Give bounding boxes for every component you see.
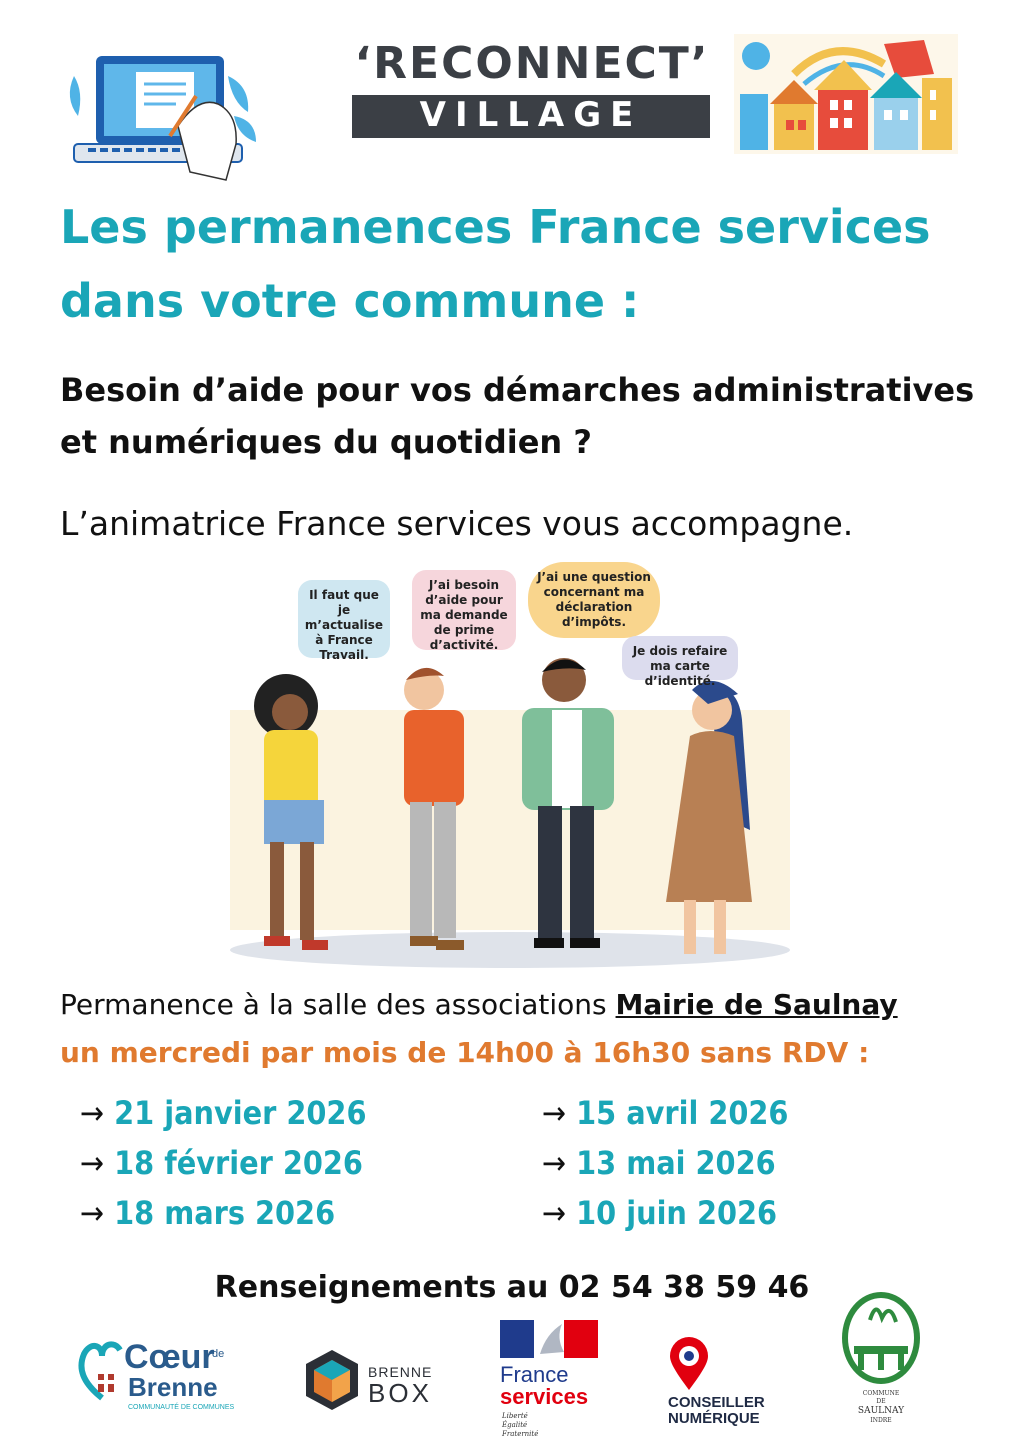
lead-text: L’animatrice France services vous accompagne. <box>60 504 854 543</box>
page-title-line1: Les permanences France services <box>60 200 931 254</box>
logo-france-services <box>500 1320 604 1440</box>
date-item <box>542 1094 788 1132</box>
saulnay-de: DE <box>876 1398 886 1405</box>
arrow-icon: → <box>80 1194 105 1232</box>
location-mairie: Mairie de Saulnay <box>615 988 898 1021</box>
speech-bubble-prime-activite: J’ai besoin d’aide pour ma demande de prime d’activité. <box>412 570 516 650</box>
date-text: 10 juin 2026 <box>576 1194 778 1232</box>
date-text: 18 février 2026 <box>114 1144 363 1182</box>
permanence-location <box>60 988 898 1021</box>
speech-bubble-carte-identite: Je dois refaire ma carte d’identité. <box>622 636 738 680</box>
contact-info: Renseignements au 02 54 38 59 46 <box>214 1270 810 1305</box>
brand-title-village: VILLAGE <box>419 95 643 135</box>
date-text: 21 janvier 2026 <box>114 1094 367 1132</box>
arrow-icon: → <box>542 1194 567 1232</box>
motto-fraternite: Fraternité <box>502 1430 539 1438</box>
date-item <box>542 1144 776 1182</box>
saulnay-crest-icon <box>840 1290 922 1390</box>
date-item <box>542 1194 777 1232</box>
republic-motto <box>502 1412 538 1439</box>
conseiller-word: CONSEILLER <box>668 1394 765 1411</box>
logo-commune-saulnay <box>840 1290 922 1430</box>
brenne-word: Brenne <box>128 1372 218 1402</box>
logo-coeur-de-brenne <box>78 1334 238 1414</box>
saulnay-indre: INDRE <box>870 1417 892 1424</box>
brenne-box-top: BRENNE <box>368 1364 433 1380</box>
date-item <box>80 1194 335 1232</box>
arrow-icon: → <box>80 1144 105 1182</box>
logo-conseiller-numerique <box>668 1336 788 1430</box>
date-item <box>80 1144 363 1182</box>
services-word: services <box>500 1384 589 1409</box>
coeur-de-word: de <box>212 1348 225 1360</box>
village-illustration <box>734 34 958 154</box>
saulnay-caption <box>840 1390 922 1425</box>
page-title-line2: dans votre commune : <box>60 274 640 328</box>
subtitle-line2: et numériques du quotidien ? <box>60 423 592 461</box>
motto-liberte: Liberté <box>502 1412 528 1420</box>
people-illustration <box>220 650 800 980</box>
permanence-schedule: un mercredi par mois de 14h00 à 16h30 sans RDV : <box>60 1036 870 1069</box>
saulnay-commune: COMMUNE <box>862 1390 900 1397</box>
motto-egalite: Égalité <box>502 1421 528 1429</box>
date-text: 13 mai 2026 <box>576 1144 776 1182</box>
hexagon-cube-icon <box>302 1348 362 1412</box>
coeur-word: Cœur <box>124 1338 215 1376</box>
france-word: France <box>500 1362 569 1387</box>
speech-bubble-impots: J’ai une question concernant ma déclaration d’impôts. <box>528 562 660 638</box>
date-item <box>80 1094 366 1132</box>
communaute-text: COMMUNAUTÉ DE COMMUNES <box>128 1404 235 1411</box>
location-pin-icon <box>668 1336 710 1392</box>
heart-icon <box>78 1334 126 1404</box>
subtitle-line1: Besoin d’aide pour vos démarches administratives <box>60 371 975 409</box>
logo-brenne-box <box>302 1348 444 1412</box>
arrow-icon: → <box>80 1094 105 1132</box>
laptop-illustration <box>58 36 258 192</box>
date-text: 18 mars 2026 <box>114 1194 336 1232</box>
saulnay-name: SAULNAY <box>857 1406 905 1416</box>
arrow-icon: → <box>542 1144 567 1182</box>
numerique-word: NUMÉRIQUE <box>668 1410 760 1427</box>
brenne-box-bottom: BOX <box>368 1378 432 1408</box>
location-prefix: Permanence à la salle des associations <box>60 988 616 1021</box>
date-text: 15 avril 2026 <box>576 1094 789 1132</box>
page-title <box>60 190 960 338</box>
marianne-flag-icon <box>500 1320 598 1358</box>
brand-title-reconnect: ‘RECONNECT’ <box>354 38 710 89</box>
speech-bubble-france-travail: Il faut que je m’actualise à France Travail. <box>298 580 390 658</box>
subtitle <box>60 364 990 468</box>
arrow-icon: → <box>542 1094 567 1132</box>
